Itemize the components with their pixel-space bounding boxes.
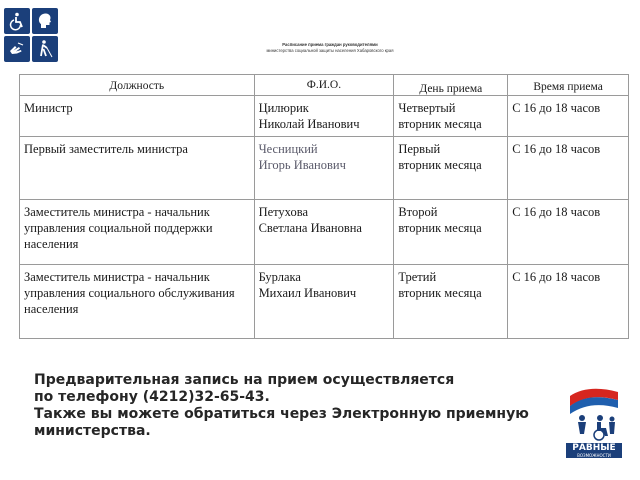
note-line-1: Предварительная запись на прием осуществляется [34,372,455,388]
logo-figures [578,415,615,440]
head-profile-icon [32,8,58,34]
header-name: Ф.И.О. [254,75,394,96]
reception-schedule-table [19,74,629,339]
header-time: Время приема [508,75,629,96]
cell-name [254,200,394,265]
day-ordinal: Третий [398,270,437,284]
page-title [200,42,460,54]
day-weekday: вторник месяца [398,286,482,300]
cell-name [254,265,394,339]
day-ordinal: Четвертый [398,101,456,115]
name-surname: Бурлака [258,270,301,284]
table-row [20,200,629,265]
blind-person-cane-icon [32,36,58,62]
name-surname: Чесницкий [258,142,318,156]
name-given: Игорь Иванович [258,158,346,172]
cell-position: Заместитель министра - начальник управления социальной поддержки населения [20,200,255,265]
table-header-row [20,75,629,96]
logo-caption: РАВНЫЕ [566,443,622,454]
name-given: Михаил Иванович [258,286,357,300]
note-line-2: по телефону (4212)32-65-43. [34,389,270,405]
cell-time: С 16 до 18 часов [508,200,629,265]
cell-day [394,96,508,137]
cell-position: Первый заместитель министра [20,137,255,200]
day-weekday: вторник месяца [398,221,482,235]
table-row [20,96,629,137]
note-line-3: Также вы можете обратиться через Электронную приемную [34,406,529,422]
wheelchair-icon [4,8,30,34]
cell-day [394,137,508,200]
cell-day [394,265,508,339]
cell-time: С 16 до 18 часов [508,137,629,200]
name-given: Светлана Ивановна [258,221,362,235]
table-row [20,137,629,200]
name-given: Николай Иванович [258,117,360,131]
table-row [20,265,629,339]
name-surname: Петухова [258,205,308,219]
day-ordinal: Первый [398,142,441,156]
cell-position: Министр [20,96,255,137]
cell-name [254,96,394,137]
accessibility-icons [4,8,60,62]
day-ordinal: Второй [398,205,438,219]
day-weekday: вторник месяца [398,117,482,131]
cell-name [254,137,394,200]
appointment-note [34,372,594,440]
title-line-2: министерства социальной защиты населения Хабаровского края [266,48,394,53]
title-line-1: Расписание приема граждан руководителями [282,42,378,47]
sign-language-icon [4,36,30,62]
header-position: Должность [20,75,255,96]
cell-time: С 16 до 18 часов [508,96,629,137]
cell-position: Заместитель министра - начальник управления социального обслуживания населения [20,265,255,339]
cell-day [394,200,508,265]
cell-time: С 16 до 18 часов [508,265,629,339]
note-line-4: министерства. [34,423,151,439]
name-surname: Цилюрик [258,101,309,115]
logo-subcaption: ВОЗМОЖНОСТИ [566,453,622,458]
header-day: День приема [394,75,508,96]
day-weekday: вторник месяца [398,158,482,172]
